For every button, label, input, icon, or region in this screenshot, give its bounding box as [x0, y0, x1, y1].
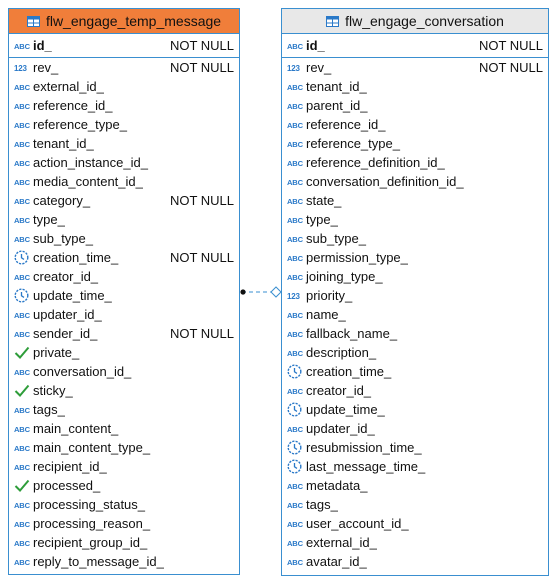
- svg-text:ABC: ABC: [14, 330, 30, 338]
- column-name: main_content_type_: [33, 440, 151, 455]
- svg-text:ABC: ABC: [14, 273, 30, 281]
- column-name: main_content_: [33, 421, 119, 436]
- column-name: rev_: [306, 60, 332, 75]
- column-name: reference_type_: [306, 136, 400, 151]
- svg-text:ABC: ABC: [14, 520, 30, 528]
- column-name: action_instance_id_: [33, 155, 148, 170]
- svg-text:ABC: ABC: [14, 197, 30, 205]
- svg-text:ABC: ABC: [287, 178, 303, 186]
- svg-text:ABC: ABC: [14, 444, 30, 452]
- column-name: updater_id_: [306, 421, 375, 436]
- svg-text:ABC: ABC: [287, 349, 303, 357]
- svg-text:ABC: ABC: [287, 273, 303, 281]
- column-constraint: NOT NULL: [169, 38, 234, 53]
- svg-text:ABC: ABC: [287, 558, 303, 566]
- column-constraint: NOT NULL: [169, 60, 234, 75]
- column-name: creation_time_: [306, 364, 392, 379]
- column-name: creation_time_: [33, 250, 119, 265]
- svg-text:ABC: ABC: [14, 235, 30, 243]
- column-name: recipient_id_: [33, 459, 107, 474]
- column-constraint: NOT NULL: [169, 193, 234, 208]
- column-name: recipient_group_id_: [33, 535, 148, 550]
- svg-text:ABC: ABC: [14, 42, 30, 50]
- column-name: type_: [33, 212, 65, 227]
- column-name: processing_reason_: [33, 516, 151, 531]
- column-name: id_: [306, 38, 325, 53]
- column-name: reference_type_: [33, 117, 127, 132]
- column-name: updater_id_: [33, 307, 102, 322]
- column-name: description_: [306, 345, 377, 360]
- column-name: processed_: [33, 478, 101, 493]
- column-name: sender_id_: [33, 326, 98, 341]
- column-name: tags_: [306, 497, 338, 512]
- svg-text:ABC: ABC: [287, 482, 303, 490]
- svg-text:ABC: ABC: [287, 254, 303, 262]
- column-name: fallback_name_: [306, 326, 398, 341]
- svg-text:ABC: ABC: [14, 539, 30, 547]
- relationship-target-diamond: [271, 287, 281, 297]
- svg-text:ABC: ABC: [287, 520, 303, 528]
- svg-text:ABC: ABC: [14, 501, 30, 509]
- column-name: conversation_id_: [33, 364, 132, 379]
- column-name: conversation_definition_id_: [306, 174, 464, 189]
- column-name: creator_id_: [306, 383, 372, 398]
- svg-text:ABC: ABC: [14, 178, 30, 186]
- svg-text:ABC: ABC: [287, 311, 303, 319]
- column-name: parent_id_: [306, 98, 368, 113]
- column-constraint: NOT NULL: [169, 250, 234, 265]
- svg-text:ABC: ABC: [287, 425, 303, 433]
- svg-text:ABC: ABC: [14, 121, 30, 129]
- column-name: permission_type_: [306, 250, 408, 265]
- column-constraint: NOT NULL: [169, 326, 234, 341]
- svg-text:ABC: ABC: [14, 159, 30, 167]
- column-name: reference_definition_id_: [306, 155, 445, 170]
- svg-text:ABC: ABC: [14, 406, 30, 414]
- column-name: update_time_: [306, 402, 385, 417]
- column-name: media_content_id_: [33, 174, 143, 189]
- svg-text:ABC: ABC: [14, 140, 30, 148]
- svg-text:ABC: ABC: [287, 42, 303, 50]
- column-name: reference_id_: [33, 98, 113, 113]
- column-name: type_: [306, 212, 338, 227]
- svg-text:ABC: ABC: [287, 121, 303, 129]
- table-title: flw_engage_conversation: [345, 13, 504, 29]
- svg-text:ABC: ABC: [287, 140, 303, 148]
- svg-text:ABC: ABC: [287, 197, 303, 205]
- column-name: reference_id_: [306, 117, 386, 132]
- column-name: tenant_id_: [33, 136, 94, 151]
- svg-text:ABC: ABC: [14, 216, 30, 224]
- column-name: reply_to_message_id_: [33, 554, 164, 569]
- column-constraint: NOT NULL: [478, 60, 543, 75]
- column-name: sticky_: [33, 383, 73, 398]
- svg-text:ABC: ABC: [287, 159, 303, 167]
- column-name: sub_type_: [33, 231, 93, 246]
- svg-text:ABC: ABC: [14, 83, 30, 91]
- svg-text:ABC: ABC: [14, 463, 30, 471]
- column-name: metadata_: [306, 478, 368, 493]
- column-name: sub_type_: [306, 231, 366, 246]
- column-name: id_: [33, 38, 52, 53]
- column-name: private_: [33, 345, 80, 360]
- column-name: rev_: [33, 60, 59, 75]
- column-name: resubmission_time_: [306, 440, 422, 455]
- svg-text:ABC: ABC: [14, 368, 30, 376]
- column-name: creator_id_: [33, 269, 99, 284]
- column-name: state_: [306, 193, 342, 208]
- table-title: flw_engage_temp_message: [45, 13, 222, 29]
- column-name: last_message_time_: [306, 459, 426, 474]
- svg-text:123: 123: [14, 64, 27, 72]
- column-name: tags_: [33, 402, 65, 417]
- column-name: processing_status_: [33, 497, 146, 512]
- column-name: name_: [306, 307, 346, 322]
- column-name: tenant_id_: [306, 79, 367, 94]
- column-name: update_time_: [33, 288, 112, 303]
- column-name: avatar_id_: [306, 554, 367, 569]
- svg-text:ABC: ABC: [287, 330, 303, 338]
- svg-text:ABC: ABC: [287, 539, 303, 547]
- column-name: external_id_: [306, 535, 377, 550]
- column-name: priority_: [306, 288, 353, 303]
- column-name: user_account_id_: [306, 516, 409, 531]
- column-name: joining_type_: [306, 269, 383, 284]
- svg-text:ABC: ABC: [287, 102, 303, 110]
- column-name: category_: [33, 193, 91, 208]
- svg-text:ABC: ABC: [287, 387, 303, 395]
- svg-text:ABC: ABC: [287, 83, 303, 91]
- column-name: external_id_: [33, 79, 104, 94]
- svg-text:123: 123: [287, 292, 300, 300]
- relationship-origin-dot: [240, 289, 245, 294]
- svg-text:123: 123: [287, 64, 300, 72]
- svg-text:ABC: ABC: [14, 425, 30, 433]
- column-constraint: NOT NULL: [478, 38, 543, 53]
- svg-text:ABC: ABC: [287, 501, 303, 509]
- svg-text:ABC: ABC: [287, 235, 303, 243]
- svg-text:ABC: ABC: [287, 216, 303, 224]
- svg-text:ABC: ABC: [14, 558, 30, 566]
- svg-text:ABC: ABC: [14, 311, 30, 319]
- svg-text:ABC: ABC: [14, 102, 30, 110]
